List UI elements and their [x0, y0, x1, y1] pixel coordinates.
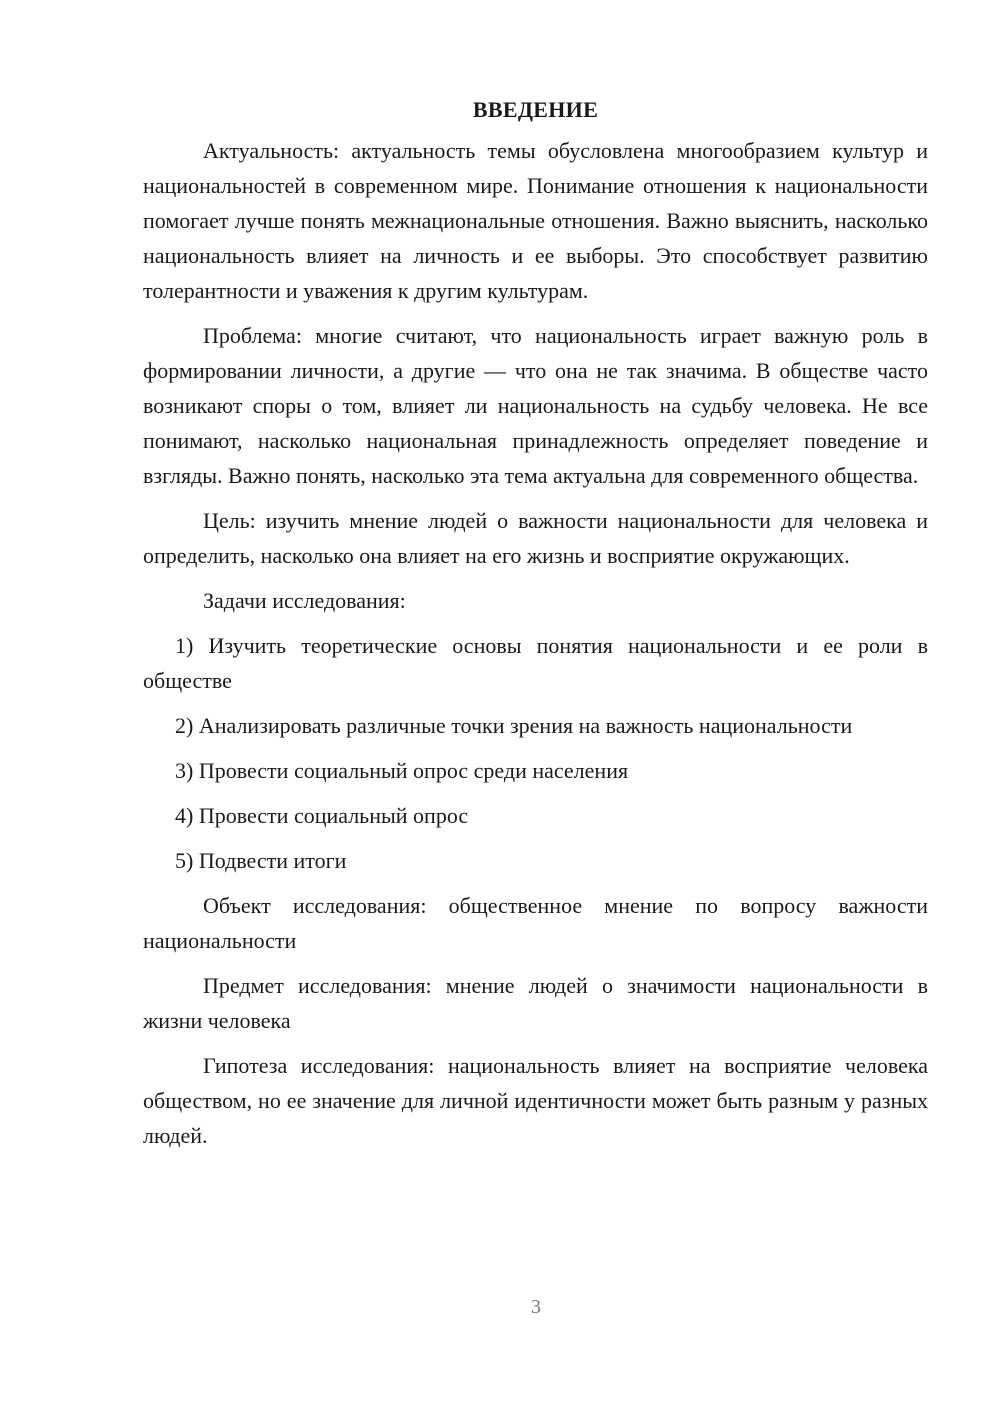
hypothesis-paragraph: Гипотеза исследования: национальность влияет на восприятие человека обществом, но ее значение для личной идентичности может быть разным у разных людей.: [143, 1053, 928, 1148]
task-item-4: 4) Провести социальный опрос: [175, 803, 469, 828]
task-item-5: 5) Подвести итоги: [175, 848, 347, 873]
relevance-paragraph: Актуальность: актуальность темы обусловлена многообразием культур и национальностей в современном мире. Понимание отношения к национальности помогает лучше понять межнациональные отношения. Важно выяснить, насколько национальность влияет на личность и ее выборы. Это способствует развитию толерантности и уважения к другим культурам.: [143, 138, 928, 303]
page-number: 3: [531, 1296, 541, 1318]
document-page: [143, 92, 928, 1163]
page-title: ВВЕДЕНИЕ: [472, 97, 599, 122]
object-paragraph: Объект исследования: общественное мнение по вопросу важности национальности: [143, 893, 928, 953]
task-item-1: 1) Изучить теоретические основы понятия национальности и ее роли в обществе: [143, 633, 928, 693]
problem-paragraph: Проблема: многие считают, что национальность играет важную роль в формировании личности, а другие — что она не так значима. В обществе часто возникают споры о том, влияет ли национальность на судьбу человека. Не все понимают, насколько национальная принадлежность определяет поведение и взгляды. Важно понять, насколько эта тема актуальна для современного общества.: [143, 323, 928, 488]
task-item-2: 2) Анализировать различные точки зрения на важность национальности: [175, 713, 853, 738]
task-item-3: 3) Провести социальный опрос среди населения: [175, 758, 629, 783]
subject-paragraph: Предмет исследования: мнение людей о значимости национальности в жизни человека: [143, 973, 928, 1033]
tasks-heading: Задачи исследования:: [203, 588, 406, 613]
goal-paragraph: Цель: изучить мнение людей о важности национальности для человека и определить, насколько она влияет на его жизнь и восприятие окружающих.: [143, 508, 928, 568]
